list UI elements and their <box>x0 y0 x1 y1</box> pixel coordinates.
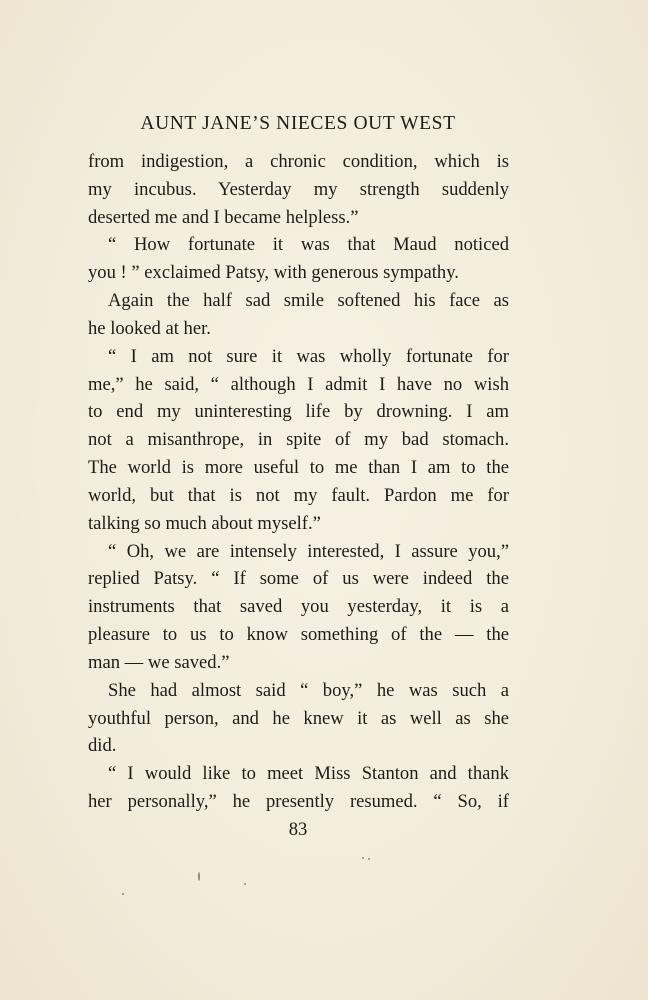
text-line: did. <box>88 735 117 757</box>
text-line: “ Oh, we are intensely interested, I assure you,” <box>108 540 509 562</box>
text-line: “ I am not sure it was wholly fortunate for <box>108 345 509 367</box>
page-number: 83 <box>288 819 308 840</box>
text-line: me,” he said, “ although I admit I have no wish <box>88 373 509 395</box>
text-line: Again the half sad smile softened his face as <box>108 290 509 312</box>
text-line: her personally,” he presently resumed. “ So, if <box>88 791 509 813</box>
running-head: AUNT JANE’S NIECES OUT WEST <box>140 113 456 134</box>
text-line: world, but that is not my fault. Pardon me for <box>88 484 509 506</box>
paper-speck <box>122 893 124 895</box>
text-line: The world is more useful to me than I am to the <box>88 457 509 479</box>
text-line: man — we saved.” <box>88 651 230 673</box>
text-line: She had almost said “ boy,” he was such a <box>108 679 509 701</box>
text-line: pleasure to us to know something of the — the <box>88 624 509 646</box>
text-line: replied Patsy. “ If some of us were indeed the <box>88 568 509 590</box>
text-line: “ How fortunate it was that Maud noticed <box>108 234 509 256</box>
paper-speck <box>368 858 370 860</box>
text-line: instruments that saved you yesterday, it is a <box>88 596 509 618</box>
text-line: youthful person, and he knew it as well as she <box>88 707 509 729</box>
paper-speck <box>198 872 200 881</box>
body-text <box>88 148 509 816</box>
paper-speck <box>244 883 246 885</box>
text-line: not a misanthrope, in spite of my bad stomach. <box>88 429 509 451</box>
text-line: deserted me and I became helpless.” <box>88 206 359 228</box>
text-line: he looked at her. <box>88 317 211 339</box>
text-line: talking so much about myself.” <box>88 512 321 534</box>
text-line: you ! ” exclaimed Patsy, with generous sympathy. <box>88 262 459 284</box>
text-line: my incubus. Yesterday my strength suddenly <box>88 178 509 200</box>
text-line: to end my uninteresting life by drowning. I am <box>88 401 509 423</box>
text-line: “ I would like to meet Miss Stanton and thank <box>108 763 509 785</box>
paper-speck <box>362 857 364 859</box>
text-line: from indigestion, a chronic condition, which is <box>88 151 509 172</box>
